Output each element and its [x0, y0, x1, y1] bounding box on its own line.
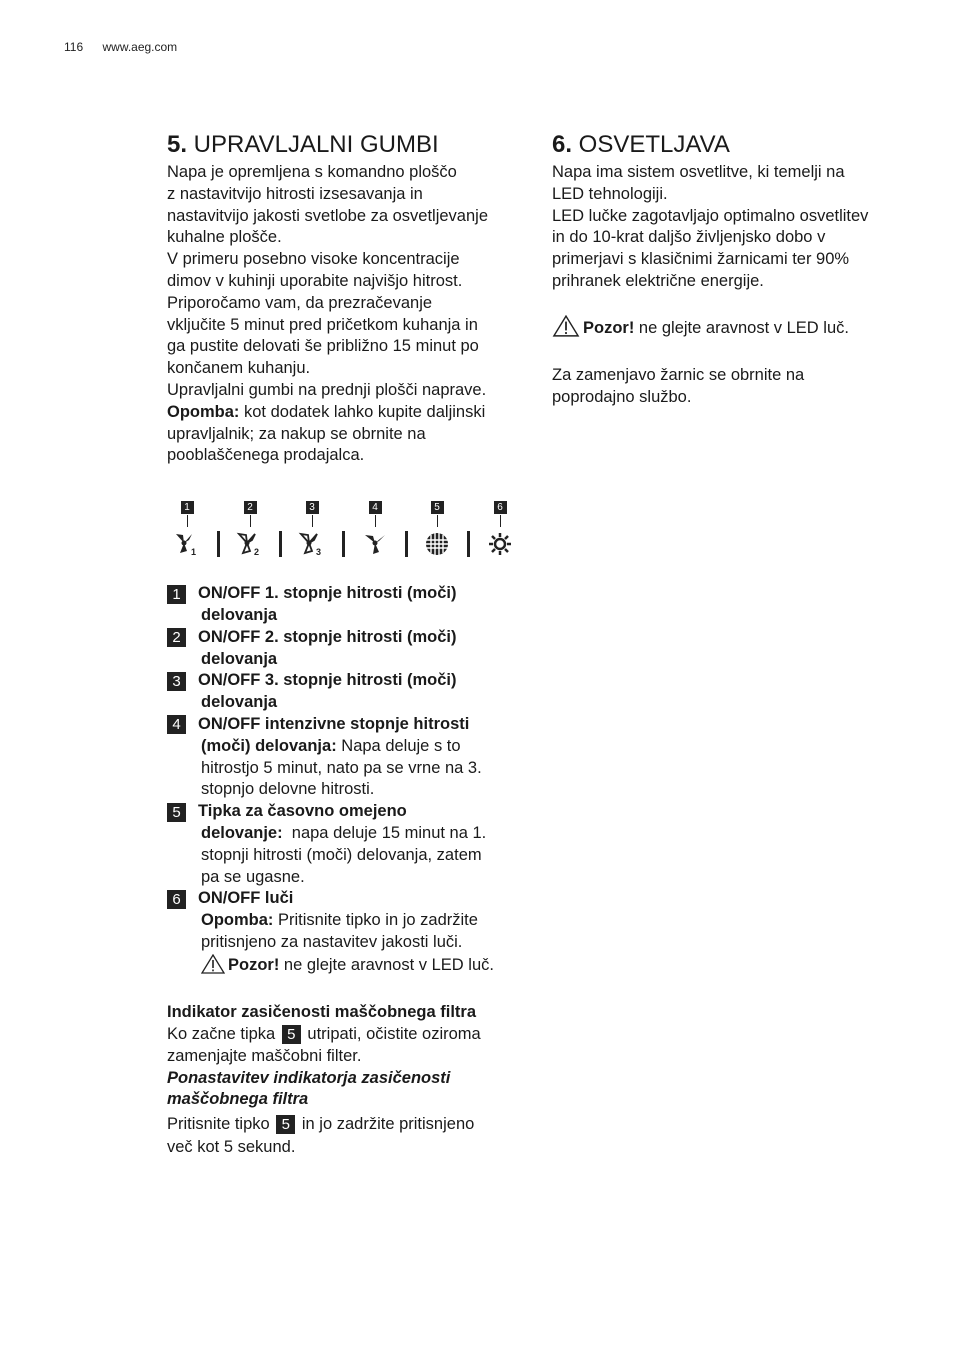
item-number-badge: 2 — [167, 628, 186, 647]
light-icon — [480, 531, 520, 557]
warning-icon — [552, 315, 580, 344]
page-header — [64, 40, 193, 54]
intro-line: kuhalne plošče. — [167, 228, 282, 247]
website-url: www.aeg.com — [102, 40, 178, 54]
section-number: 5. — [167, 131, 188, 158]
item-title: delovanja — [201, 605, 278, 624]
intro-line: ga pustite delovati še približno 15 minut po — [167, 337, 479, 356]
item-text: pa se ugasne. — [201, 867, 305, 886]
item-number-badge: 6 — [167, 890, 186, 909]
fan-speed-2-icon — [230, 531, 270, 557]
warning-text: ne glejte aravnost v LED luč. — [279, 955, 494, 974]
fan-speed-3-icon — [292, 531, 332, 557]
list-item — [167, 670, 527, 714]
note-line — [167, 402, 527, 424]
control-panel-diagram — [167, 497, 527, 567]
item-text: napa deluje 15 minut na 1. — [282, 823, 487, 842]
warning-icon — [201, 954, 225, 981]
control-4 — [355, 497, 395, 557]
list-item — [167, 583, 527, 627]
control-number: 6 — [494, 501, 507, 514]
control-5 — [417, 497, 457, 557]
item-text: hitrostjo 5 minut, nato pa se vrne na 3. — [201, 758, 482, 777]
intro-line: Upravljalni gumbi na prednji plošči naprave. — [167, 380, 487, 399]
item-number-badge: 4 — [167, 715, 186, 734]
control-number: 4 — [369, 501, 382, 514]
control-number: 3 — [306, 501, 319, 514]
item-title: delovanja — [201, 649, 278, 668]
item-title: Tipka za časovno omejeno — [198, 802, 407, 821]
control-2 — [230, 497, 270, 557]
lighting-line: prihranek električne energije. — [552, 271, 764, 290]
svg-text:2: 2 — [254, 547, 260, 558]
section-title-text: OSVETLJAVA — [572, 131, 730, 158]
timer-grid-icon — [417, 531, 457, 557]
control-number: 1 — [181, 501, 194, 514]
reset-text: več kot 5 sekund. — [167, 1138, 296, 1157]
page-number: 116 — [64, 40, 84, 54]
reset-text — [167, 1111, 527, 1137]
lighting-line: LED lučke zagotavljajo optimalno osvetlitev — [552, 206, 869, 225]
intro-line: z nastavitvijo hitrosti izsesavanja in — [167, 184, 423, 203]
warning-text: ne glejte aravnost v LED luč. — [634, 318, 849, 337]
text-fragment: in jo zadržite pritisnjeno — [297, 1115, 475, 1134]
warning-label: Pozor! — [583, 318, 635, 337]
item-text: stopnji hitrosti (moči) delovanja, zatem — [201, 845, 482, 864]
filter-indicator-title-text: Indikator zasičenosti maščobnega filtra — [167, 1003, 477, 1022]
filter-indicator-text: zamenjajte maščobni filter. — [167, 1046, 362, 1065]
note-label: Opomba: — [201, 911, 274, 930]
item-text: Pritisnite tipko in jo zadržite — [273, 911, 478, 930]
note-line: upravljalnik; za nakup se obrnite na — [167, 424, 426, 443]
item-text: stopnjo delovne hitrosti. — [201, 780, 375, 799]
reset-title-text: maščobnega filtra — [167, 1090, 309, 1109]
lighting-line: in do 10-krat daljšo življenjsko dobo v — [552, 228, 826, 247]
fan-intensive-icon — [355, 531, 395, 557]
section-lighting — [552, 130, 912, 409]
warning-label: Pozor! — [228, 955, 280, 974]
intro-line: dimov v kuhinji uporabite najvišjo hitrost. — [167, 271, 463, 290]
item-title: ON/OFF intenzivne stopnje hitrosti — [198, 714, 470, 733]
item-title: (moči) delovanja: — [201, 736, 337, 755]
intro-line: vključite 5 minut pred pričetkom kuhanja in — [167, 315, 478, 334]
intro-line: nastavitvijo jakosti svetlobe za osvetljevanje — [167, 206, 489, 225]
item-title: ON/OFF 3. stopnje hitrosti (moči) — [198, 671, 457, 690]
item-number-badge: 5 — [167, 803, 186, 822]
note-text: kot dodatek lahko kupite daljinski — [239, 402, 486, 421]
reset-title — [167, 1068, 527, 1090]
fan-speed-1-icon — [167, 531, 207, 557]
lighting-line: Za zamenjavo žarnic se obrnite na — [552, 366, 805, 385]
list-item — [167, 888, 527, 980]
list-item — [167, 627, 527, 671]
section-title-lighting — [552, 130, 912, 160]
item-title: delovanje: — [201, 823, 283, 842]
button-5-badge: 5 — [282, 1025, 301, 1044]
list-item — [167, 714, 527, 801]
intro-line: V primeru posebno visoke koncentracije — [167, 250, 460, 269]
button-5-badge: 5 — [276, 1115, 295, 1134]
text-fragment: Pritisnite tipko — [167, 1115, 275, 1134]
item-title: delovanja — [201, 693, 278, 712]
svg-text:3: 3 — [316, 547, 322, 558]
lighting-line: LED tehnologiji. — [552, 184, 668, 203]
filter-indicator-text — [167, 1024, 527, 1046]
control-1 — [167, 497, 207, 557]
item-number-badge: 3 — [167, 672, 186, 691]
intro-line: končanem kuhanju. — [167, 359, 311, 378]
control-number: 5 — [431, 501, 444, 514]
section-title-text: UPRAVLJALNI GUMBI — [187, 131, 439, 158]
item-number-badge: 1 — [167, 585, 186, 604]
intro-line: Priporočamo vam, da prezračevanje — [167, 293, 433, 312]
note-line: pooblaščenega prodajalca. — [167, 446, 365, 465]
control-number: 2 — [244, 501, 257, 514]
item-text: pritisnjeno za nastavitev jakosti luči. — [201, 932, 463, 951]
note-label: Opomba: — [167, 402, 240, 421]
filter-indicator-title — [167, 1002, 527, 1024]
lighting-line: poprodajno službo. — [552, 387, 692, 406]
text-fragment: utripati, očistite oziroma — [302, 1025, 481, 1044]
section-title-controls — [167, 130, 527, 160]
list-item — [167, 801, 527, 888]
control-3 — [292, 497, 332, 557]
item-text: Napa deluje s to — [336, 736, 461, 755]
control-6 — [480, 497, 520, 557]
intro-line: Napa je opremljena s komandno ploščo — [167, 163, 457, 181]
text-fragment: Ko začne tipka — [167, 1025, 280, 1044]
section-controls — [167, 130, 527, 1159]
reset-title-text: Ponastavitev indikatorja zasičenosti — [167, 1068, 451, 1087]
svg-text:1: 1 — [191, 547, 197, 558]
item-title: ON/OFF 2. stopnje hitrosti (moči) — [198, 627, 457, 646]
item-title: ON/OFF 1. stopnje hitrosti (moči) — [198, 584, 457, 603]
lighting-line: primerjavi s klasičnimi žarnicami ter 90% — [552, 250, 850, 269]
warning-line — [552, 315, 912, 344]
reset-title — [167, 1089, 527, 1111]
item-title: ON/OFF luči — [198, 889, 294, 908]
lighting-line: Napa ima sistem osvetlitve, ki temelji na — [552, 163, 845, 181]
section-number: 6. — [552, 131, 573, 158]
